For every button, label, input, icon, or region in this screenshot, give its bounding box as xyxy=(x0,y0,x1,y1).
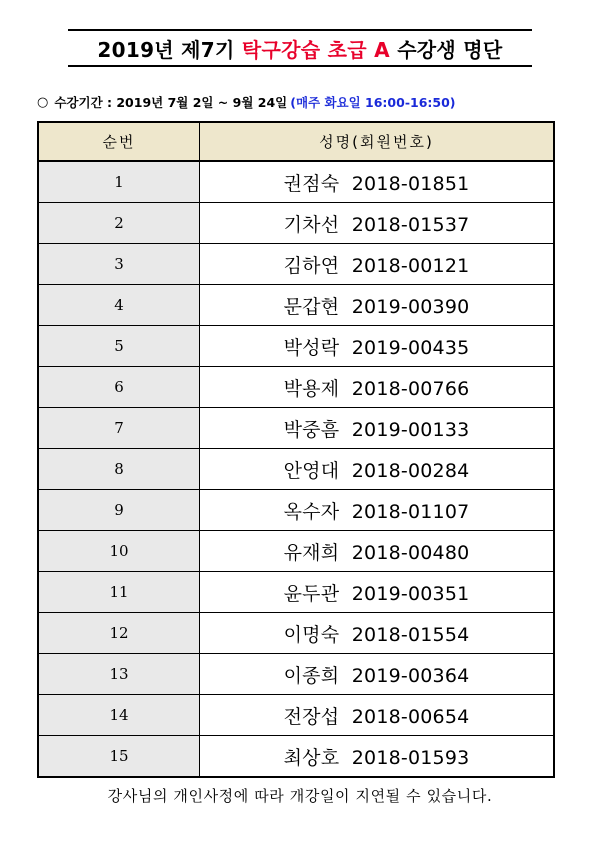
member-cell xyxy=(200,490,555,531)
table-row xyxy=(38,161,554,203)
member-id: 2018-01107 xyxy=(351,500,470,523)
row-number: 13 xyxy=(38,654,200,695)
row-number: 7 xyxy=(38,408,200,449)
table-row xyxy=(38,736,554,778)
member-name: 이명숙 xyxy=(283,623,340,646)
member-id: 2018-00284 xyxy=(351,459,470,482)
member-name: 이종희 xyxy=(283,664,340,687)
row-number: 12 xyxy=(38,613,200,654)
title-suffix: 수강생 명단 xyxy=(397,37,503,62)
member-id: 2018-00480 xyxy=(351,541,470,564)
table-row xyxy=(38,613,554,654)
header-number: 순번 xyxy=(38,122,200,161)
member-id: 2018-01554 xyxy=(351,623,470,646)
table-row xyxy=(38,285,554,326)
member-name: 김하연 xyxy=(283,254,340,277)
member-name: 윤두관 xyxy=(283,582,340,605)
row-number: 9 xyxy=(38,490,200,531)
member-name: 권점숙 xyxy=(283,172,340,195)
member-id: 2019-00133 xyxy=(351,418,470,441)
table-row xyxy=(38,654,554,695)
period-schedule: (매주 화요일 16:00-16:50) xyxy=(290,95,456,110)
member-id: 2018-00654 xyxy=(351,705,470,728)
member-id: 2019-00364 xyxy=(351,664,470,687)
member-cell xyxy=(200,408,555,449)
member-cell xyxy=(200,244,555,285)
member-name: 박용제 xyxy=(283,377,340,400)
member-cell xyxy=(200,367,555,408)
member-id: 2018-00766 xyxy=(351,377,470,400)
course-period xyxy=(37,92,456,112)
table-row xyxy=(38,449,554,490)
table-row xyxy=(38,572,554,613)
row-number: 6 xyxy=(38,367,200,408)
table-row xyxy=(38,408,554,449)
table-row xyxy=(38,367,554,408)
row-number: 4 xyxy=(38,285,200,326)
table-header-row xyxy=(38,122,554,161)
row-number: 3 xyxy=(38,244,200,285)
member-name: 옥수자 xyxy=(283,500,340,523)
student-roster-table xyxy=(37,121,555,778)
row-number: 2 xyxy=(38,203,200,244)
member-name: 유재희 xyxy=(283,541,340,564)
row-number: 1 xyxy=(38,161,200,203)
header-name: 성명(회원번호) xyxy=(200,122,555,161)
member-name: 안영대 xyxy=(283,459,340,482)
roster-body xyxy=(38,161,554,777)
title-course: 탁구강습 초급 A xyxy=(241,37,390,62)
table-row xyxy=(38,203,554,244)
member-cell xyxy=(200,203,555,244)
table-row xyxy=(38,531,554,572)
row-number: 10 xyxy=(38,531,200,572)
title-text xyxy=(97,34,502,63)
row-number: 11 xyxy=(38,572,200,613)
member-id: 2018-01851 xyxy=(351,172,470,195)
table-row xyxy=(38,244,554,285)
member-name: 문갑현 xyxy=(283,295,340,318)
member-cell xyxy=(200,695,555,736)
member-id: 2018-01537 xyxy=(351,213,470,236)
member-cell xyxy=(200,449,555,490)
member-cell xyxy=(200,613,555,654)
row-number: 15 xyxy=(38,736,200,778)
member-cell xyxy=(200,161,555,203)
member-cell xyxy=(200,736,555,778)
member-id: 2018-01593 xyxy=(351,746,470,769)
document-title xyxy=(68,29,532,67)
table-row xyxy=(38,490,554,531)
member-cell xyxy=(200,654,555,695)
member-id: 2018-00121 xyxy=(351,254,470,277)
member-cell xyxy=(200,285,555,326)
member-cell xyxy=(200,326,555,367)
row-number: 8 xyxy=(38,449,200,490)
row-number: 5 xyxy=(38,326,200,367)
member-name: 전장섭 xyxy=(283,705,340,728)
member-name: 기차선 xyxy=(283,213,340,236)
member-name: 최상호 xyxy=(283,746,340,769)
member-name: 박성락 xyxy=(283,336,340,359)
member-id: 2019-00390 xyxy=(351,295,470,318)
member-id: 2019-00435 xyxy=(351,336,470,359)
table-row xyxy=(38,695,554,736)
period-text: 수강기간 : 2019년 7월 2일 ~ 9월 24일 xyxy=(54,95,288,110)
table-row xyxy=(38,326,554,367)
member-id: 2019-00351 xyxy=(351,582,470,605)
title-year: 2019년 제7기 xyxy=(97,37,235,62)
row-number: 14 xyxy=(38,695,200,736)
member-cell xyxy=(200,531,555,572)
member-name: 박중흠 xyxy=(283,418,340,441)
footer-notice: 강사님의 개인사정에 따라 개강일이 지연될 수 있습니다. xyxy=(107,787,493,805)
bullet-circle-icon: ○ xyxy=(37,94,49,110)
member-cell xyxy=(200,572,555,613)
